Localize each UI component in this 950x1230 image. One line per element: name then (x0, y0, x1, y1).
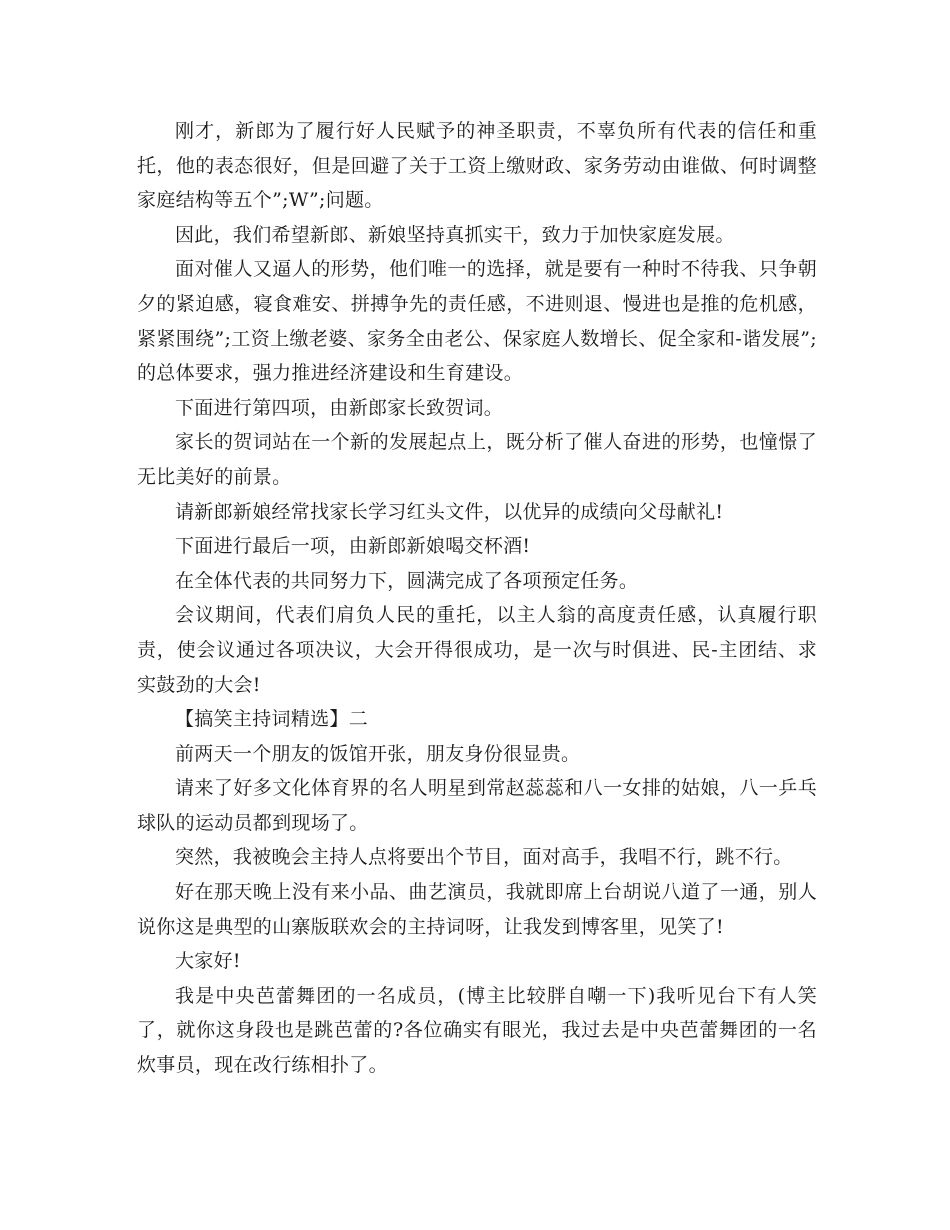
section-heading: 【搞笑主持词精选】二 (175, 708, 369, 731)
paragraph: 前两天一个朋友的饭馆开张，朋友身份很显贵。 (175, 742, 581, 765)
paragraph: 下面进行第四项，由新郎家长致贺词。 (175, 396, 504, 419)
paragraph: 大家好! (175, 950, 241, 973)
paragraph: 面对催人又逼人的形势，他们唯一的选择，就是要有一种时不待我、只争朝夕的紧迫感，寝食难安、拼搏争先的责任感，不进则退、慢进也是推的危机感，紧紧围绕”;工资上缴老婆、家务全由老公、保家庭人数增长、促全家和-谐发展”;的总体要求，强力推进经济建设和生育建设。 (137, 258, 817, 385)
paragraph: 我是中央芭蕾舞团的一名成员，(博主比较胖自嘲一下)我听见台下有人笑了，就你这身段也是跳芭蕾的?各位确实有眼光，我过去是中央芭蕾舞团的一名炊事员，现在改行练相扑了。 (137, 984, 817, 1077)
paragraph: 家长的贺词站在一个新的发展起点上，既分析了催人奋进的形势，也憧憬了无比美好的前景。 (137, 431, 817, 488)
paragraph: 因此，我们希望新郎、新娘坚持真抓实干，致力于加快家庭发展。 (175, 223, 735, 246)
paragraph: 请来了好多文化体育界的名人明星到常赵蕊蕊和八一女排的姑娘，八一乒乓球队的运动员都到现场了。 (137, 777, 817, 834)
paragraph: 会议期间，代表们肩负人民的重托，以主人翁的高度责任感，认真履行职责，使会议通过各项决议，大会开得很成功，是一次与时俱进、民-主团结、求实鼓劲的大会! (137, 604, 817, 696)
paragraph: 下面进行最后一项，由新郎新娘喝交杯酒! (175, 535, 531, 558)
document-body (137, 114, 817, 1083)
paragraph: 刚才，新郎为了履行好人民赋予的神圣职责，不辜负所有代表的信任和重托，他的表态很好，但是回避了关于工资上缴财政、家务劳动由谁做、何时调整家庭结构等五个”;W”;问题。 (137, 120, 817, 212)
paragraph: 好在那天晚上没有来小品、曲艺演员，我就即席上台胡说八道了一通，别人说你这是典型的山寨版联欢会的主持词呀，让我发到博客里，见笑了! (137, 881, 817, 938)
paragraph: 在全体代表的共同努力下，圆满完成了各项预定任务。 (175, 569, 639, 592)
paragraph: 请新郎新娘经常找家长学习红头文件，以优异的成绩向父母献礼! (175, 500, 724, 523)
paragraph: 突然，我被晚会主持人点将要出个节目，面对高手，我唱不行，跳不行。 (175, 846, 793, 869)
